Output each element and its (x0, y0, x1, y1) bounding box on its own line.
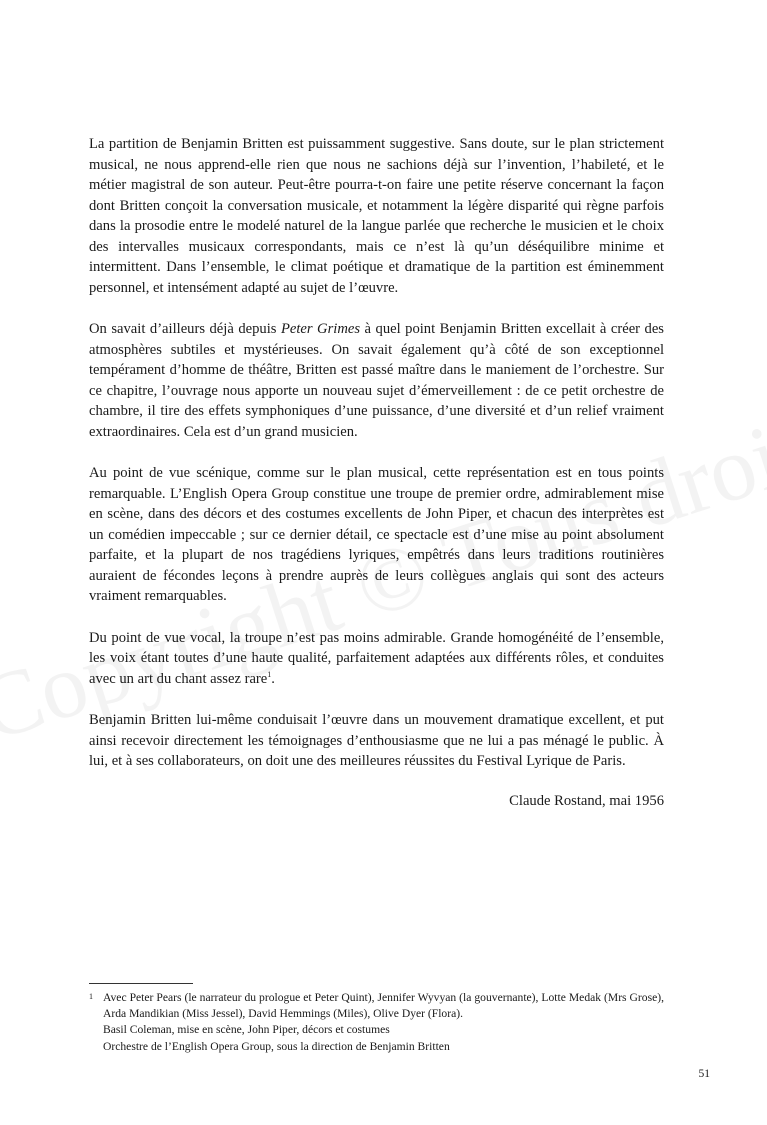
paragraph-2-after: à quel point Benjamin Britten excellait à créer des atmosphères subtiles et mystérieuses. On savait également qu’à côté de son exceptionnel tempérament d’homme de théâtre, Britten est passé maître dans le maniement de l’orchestre. Sur ce chapitre, l’ouvrage nous apporte un nouveau sujet d’émerveillement : de ce petit orchestre de chambre, il tire des effets symphoniques d’une puissance, d’une diversité et d’un relief vraiment extraordinaires. Cela est d’un grand musicien. (89, 321, 664, 440)
paragraph-1: La partition de Benjamin Britten est puissamment suggestive. Sans doute, sur le plan strictement musical, ne nous apprend-elle rien que nous ne sachions déjà sur l’invention, l’habileté, et le métier magistral de son auteur. Peut-être pourra-t-on faire une petite réserve concernant la façon dont Britten conçoit la conversation musicale, et notamment la légère disparité qui règne parfois dans la prosodie entre le modelé naturel de la langue parlée que recherche le musicien et le choix des intervalles musicaux correspondants, mais ce n’est là qu’un déséquilibre minime et intermittent. Dans l’ensemble, le climat poétique et dramatique de la partition est éminemment personnel, et intensément adapté au sujet de l’œuvre. (89, 136, 664, 296)
paragraph-4-text: Du point de vue vocal, la troupe n’est pas moins admirable. Grande homogénéité de l’ensemble, les voix étant toutes d’une haute qualité, parfaitement adaptées aux différents rôles, et conduites avec un art du chant assez rare (89, 629, 664, 687)
paragraph-5: Benjamin Britten lui-même conduisait l’œuvre dans un mouvement dramatique excellent, et put ainsi recevoir directement les témoignages d’enthousiasme que ne lui a pas ménagé le public. À lui, et à ses collaborateurs, on doit une des meilleures réussites du Festival Lyrique de Paris. (89, 712, 664, 769)
footnote-reference[interactable]: 1 (267, 669, 272, 679)
paragraph-2 (89, 319, 664, 442)
footnote-body (103, 990, 664, 1055)
footnote-line-1: Avec Peter Pears (le narrateur du prologue et Peter Quint), Jennifer Wyvyan (la gouvernante), Lotte Medak (Mrs Grose), Arda Mandikian (Miss Jessel), David Hemmings (Miles), Olive Dyer (Flora). (103, 991, 664, 1021)
paragraph-3: Au point de vue scénique, comme sur le plan musical, cette représentation est en tous points remarquable. L’English Opera Group constitue une troupe de premier ordre, admirablement mise en scène, dans des décors et des costumes excellents de John Piper, et chacun des interprètes est un comédien impeccable ; sur ce dernier détail, ce spectacle est d’une mise au point absolument parfaite, et la plupart de nos tragédiens lyriques, empêtrés dans leurs traditions routinières auraient de fécondes leçons à prendre auprès de leurs collègues anglais qui sont des acteurs vraiment remarquables. (89, 465, 664, 604)
work-title-peter-grimes: Peter Grimes (280, 321, 361, 337)
author-signature: Claude Rostand, mai 1956 (509, 793, 664, 809)
paragraph-2-before: On savait d’ailleurs déjà depuis (89, 321, 281, 337)
paragraph-4 (89, 628, 664, 690)
footnote-line-2: Basil Coleman, mise en scène, John Piper, décors et costumes (103, 1023, 390, 1037)
paragraph-4-after: . (271, 670, 275, 687)
footnote-line-3: Orchestre de l’English Opera Group, sous la direction de Benjamin Britten (103, 1039, 450, 1053)
footnote (89, 990, 664, 1055)
footnote-mark: 1 (89, 992, 93, 1001)
footnote-divider (89, 983, 193, 984)
article-body (89, 134, 664, 793)
page-number: 51 (698, 1068, 710, 1080)
